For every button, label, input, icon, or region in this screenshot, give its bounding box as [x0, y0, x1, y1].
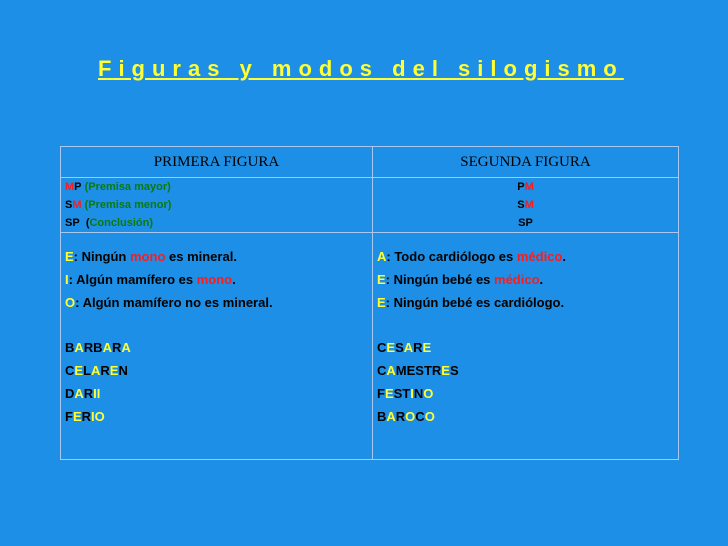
example-text: es mineral.: [165, 249, 237, 264]
example-line: [377, 268, 674, 291]
premise-menor-left: [65, 196, 368, 214]
mode-darii: DARII: [65, 386, 101, 401]
mode-camestres: CAMESTRES: [377, 363, 459, 378]
premises-row: [61, 178, 679, 233]
conclusion-sp: SP: [65, 217, 80, 229]
example-text: : Ningún bebé es: [385, 272, 495, 287]
example-text: : Ningún: [73, 249, 130, 264]
example-line: [65, 268, 368, 291]
example-term: médico: [516, 249, 563, 264]
syllogism-table: [60, 146, 679, 460]
mode-cesare: CESARE: [377, 340, 432, 355]
conclusion-paren: (: [85, 217, 90, 229]
example-letter: E: [65, 249, 74, 264]
premise-menor-right: [377, 196, 674, 214]
premise-p: P: [517, 181, 525, 193]
examples-right-cell: [373, 233, 679, 460]
premise-m: M: [524, 181, 534, 193]
example-letter: I: [65, 272, 69, 287]
premise-m: M: [72, 199, 82, 211]
premise-m: M: [524, 199, 534, 211]
mode-barbara: BARBARA: [65, 340, 131, 355]
example-term: mono: [196, 272, 233, 287]
premise-mayor-label: (Premisa mayor): [84, 181, 171, 193]
page-title: Figuras y modos del silogismo: [98, 56, 624, 81]
example-line: [65, 245, 368, 268]
example-letter: A: [377, 249, 387, 264]
example-letter: O: [65, 295, 76, 310]
mode-festino: FESTINO: [377, 386, 434, 401]
examples-left-cell: [61, 233, 373, 460]
header-segunda-figura: SEGUNDA FIGURA: [373, 147, 679, 178]
example-letter: E: [377, 272, 386, 287]
example-text: : Algún mamífero es: [68, 272, 197, 287]
examples-row: [61, 233, 679, 460]
example-term: médico: [494, 272, 540, 287]
premise-mayor-left: [65, 178, 368, 196]
example-letter: E: [377, 295, 386, 310]
conclusion-label: Conclusión): [89, 217, 154, 229]
premises-left-cell: [61, 178, 373, 233]
example-line: [377, 245, 674, 268]
premise-m: M: [65, 181, 75, 193]
header-row: [61, 147, 679, 178]
mode-baroco: BAROCO: [377, 409, 435, 424]
premise-mayor-right: [377, 178, 674, 196]
premise-menor-label: (Premisa menor): [84, 199, 172, 211]
mode-ferio: FERIO: [65, 409, 105, 424]
mode-celarent: CELAREN: [65, 363, 128, 378]
example-line: [65, 291, 368, 314]
example-text: : Todo cardiólogo es: [386, 249, 517, 264]
example-term: mono: [130, 249, 166, 264]
example-text: : Algún mamífero no es mineral.: [75, 295, 273, 310]
premises-right-cell: [373, 178, 679, 233]
premise-p: P: [74, 181, 82, 193]
header-primera-figura: PRIMERA FIGURA: [61, 147, 373, 178]
example-text: .: [562, 249, 567, 264]
example-text: .: [232, 272, 236, 287]
example-line: [377, 291, 674, 314]
premise-s: S: [65, 199, 73, 211]
premise-s: S: [517, 199, 525, 211]
example-text: .: [539, 272, 544, 287]
example-text: : Ningún bebé es cardiólogo.: [385, 295, 565, 310]
conclusion-right: SP: [518, 217, 533, 229]
conclusion-left: [65, 214, 368, 232]
